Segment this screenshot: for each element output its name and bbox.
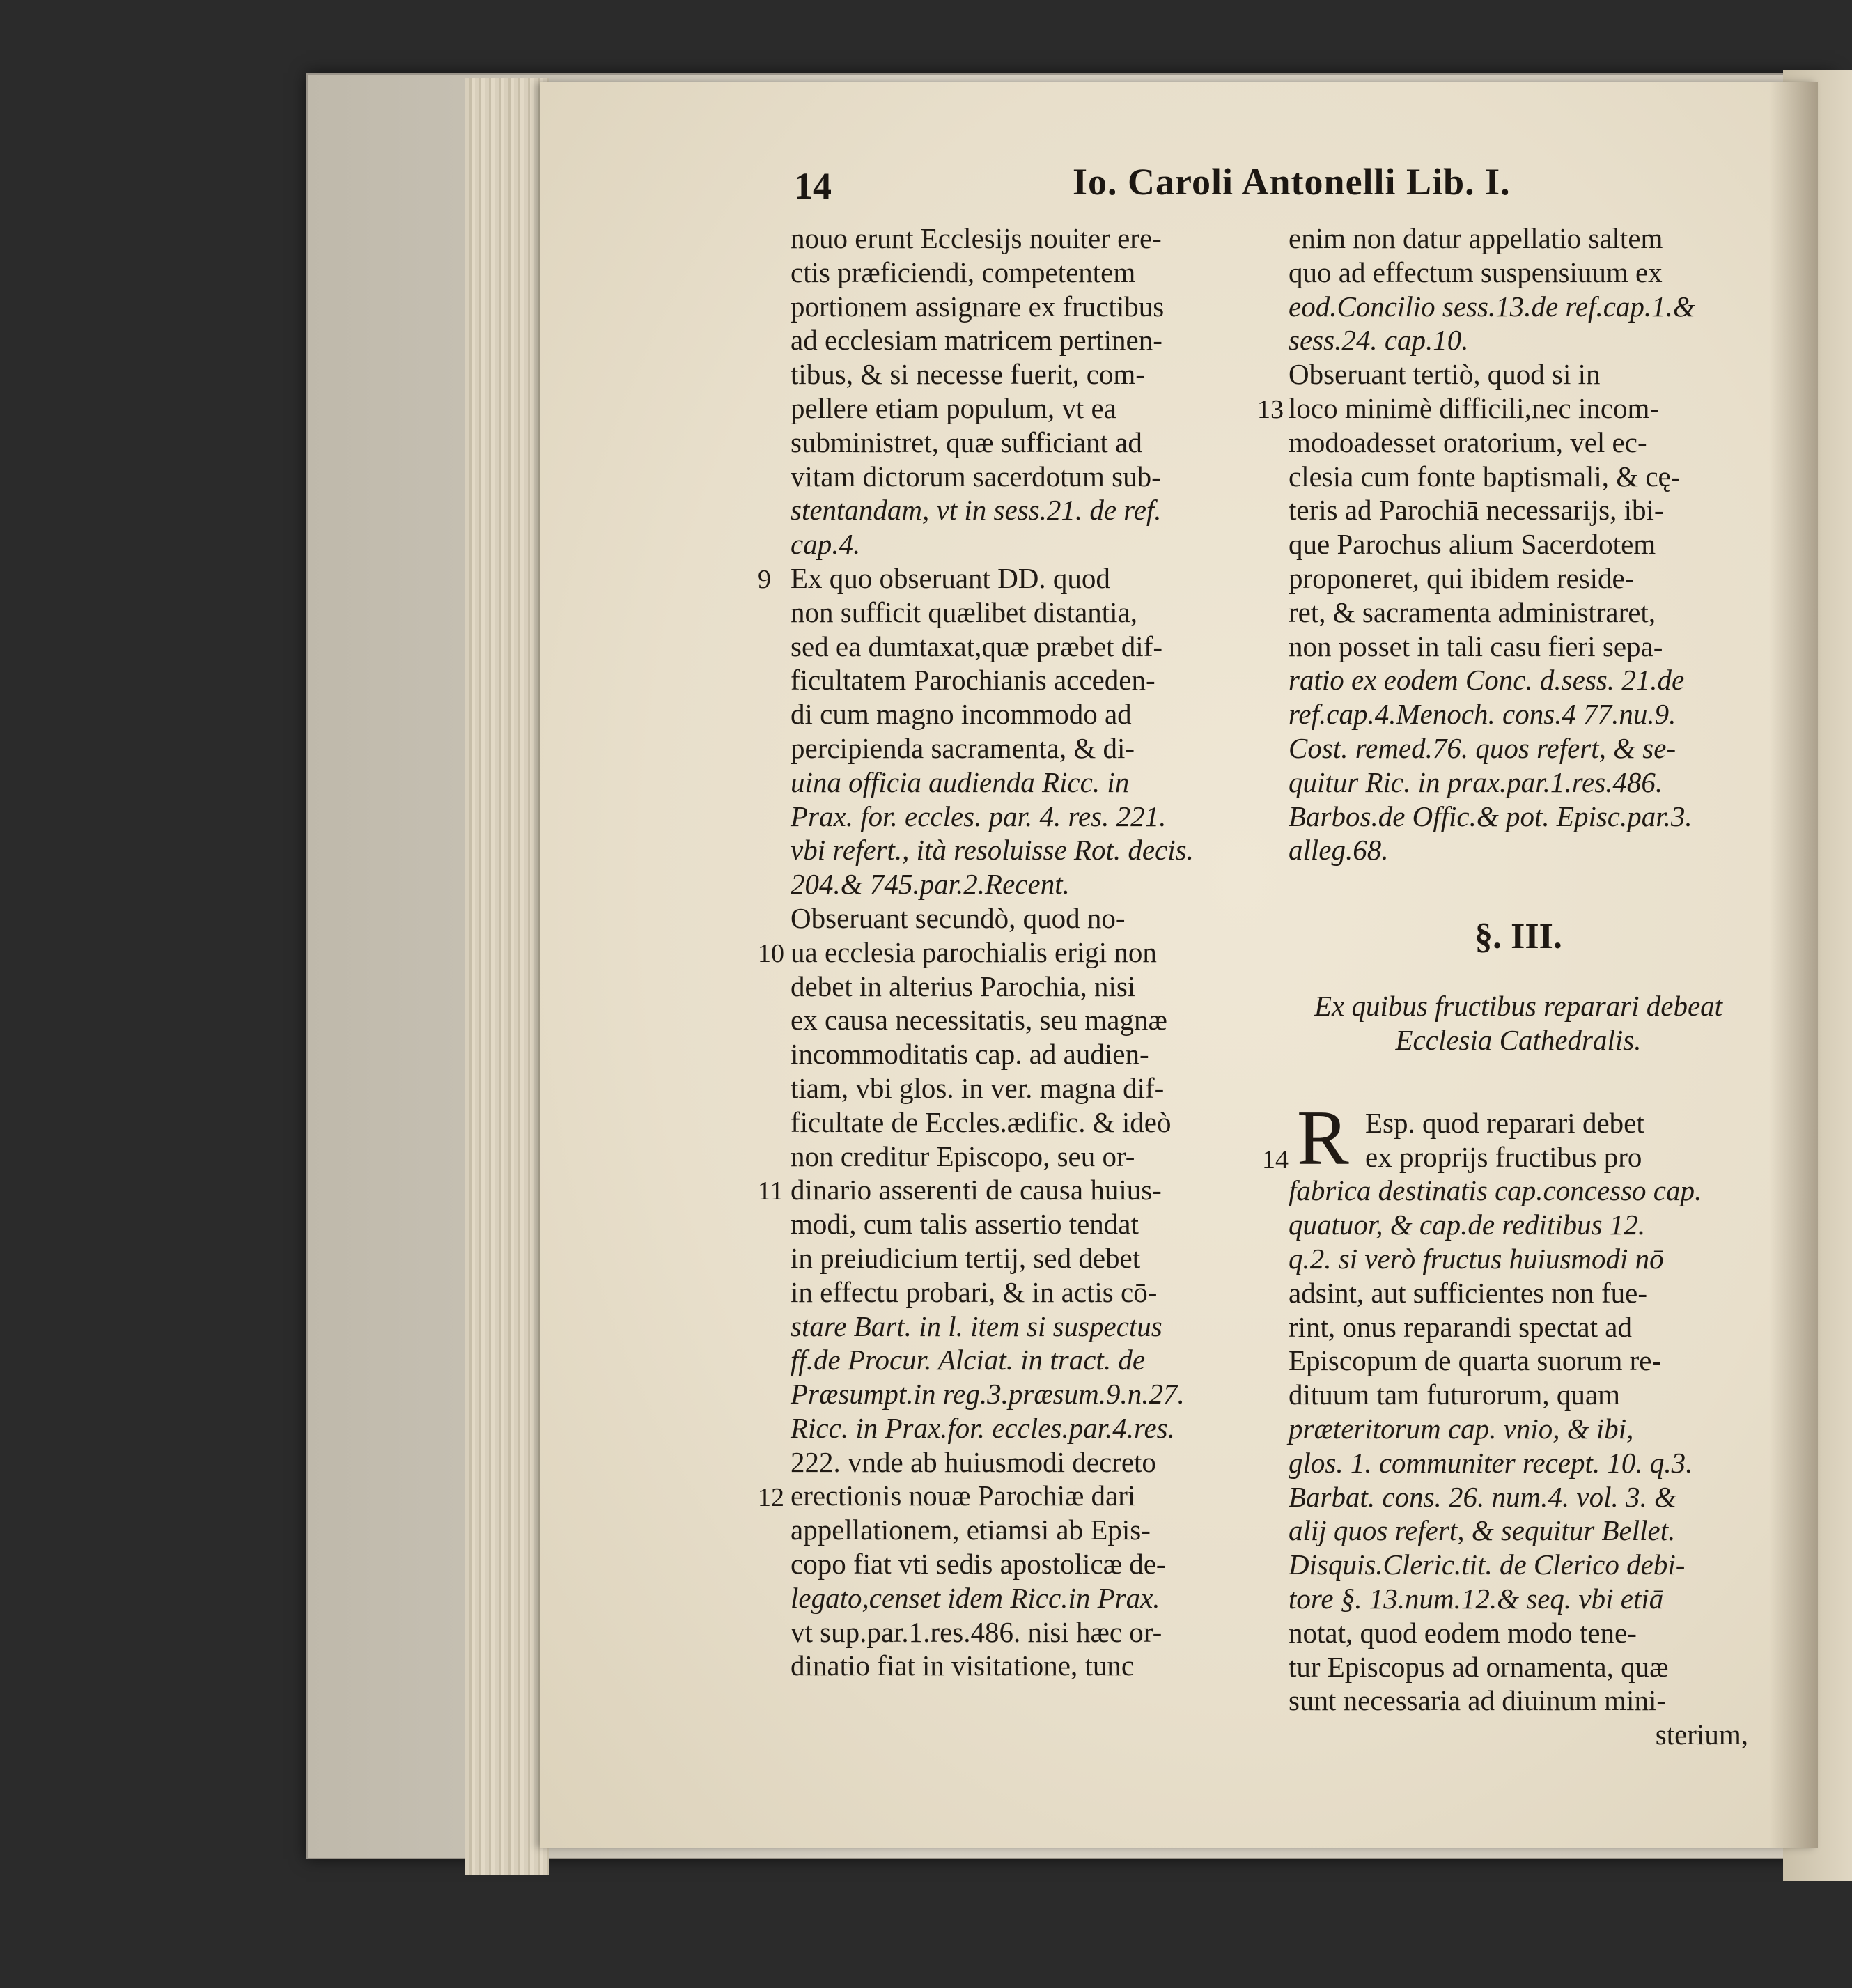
right-text-column-body (1289, 1106, 1748, 1752)
text-line: ex proprijs fructibus pro (1365, 1140, 1642, 1173)
text-line: Disquis.Cleric.tit. de Clerico debi- (1289, 1548, 1686, 1581)
drop-cap: R (1297, 1094, 1349, 1181)
text-line: ficultate de Eccles.ædific. & ideò (791, 1105, 1172, 1138)
text-line: loco minimè difficili,nec incom- (1289, 391, 1660, 424)
text-line: 204.& 745.par.2.Recent. (791, 868, 1070, 901)
text-line: incommoditatis cap. ad audien- (791, 1038, 1149, 1071)
text-line: appellationem, etiamsi ab Epis- (791, 1514, 1151, 1546)
text-line: stentandam, vt in sess.21. de ref. (791, 494, 1162, 527)
text-line: eod.Concilio sess.13.de ref.cap.1.& (1289, 290, 1695, 323)
text-line: Cost. remed.76. quos refert, & se- (1289, 731, 1676, 764)
text-line: Barbat. cons. 26. num.4. vol. 3. & (1289, 1480, 1676, 1513)
margin-number: 12 (758, 1482, 784, 1512)
text-line: ad ecclesiam matricem pertinen- (791, 324, 1162, 357)
text-line: di cum magno incommodo ad (791, 698, 1132, 731)
text-line: alleg.68. (1289, 834, 1389, 867)
text-line: sed ea dumtaxat,quæ præbet dif- (791, 630, 1163, 662)
text-line: ficultatem Parochianis acceden- (791, 664, 1155, 697)
text-line: ex causa necessitatis, seu magnæ (791, 1004, 1167, 1036)
text-line: ratio ex eodem Conc. d.sess. 21.de (1289, 664, 1685, 697)
text-line: tur Episcopus ad ornamenta, quæ (1289, 1650, 1669, 1683)
text-line: in effectu probari, & in actis cō- (791, 1275, 1158, 1308)
text-line: Esp. quod reparari debet (1365, 1106, 1644, 1139)
text-line: Barbos.de Offic.& pot. Episc.par.3. (1289, 800, 1693, 832)
section-title-line: Ex quibus fructibus reparari debeat (1314, 990, 1723, 1023)
margin-number: 9 (758, 565, 771, 594)
page-stack-edge (465, 78, 549, 1875)
text-line: erectionis nouæ Parochiæ dari (791, 1480, 1136, 1512)
text-line: vt sup.par.1.res.486. nisi hæc or- (791, 1615, 1162, 1648)
text-line: adsint, aut sufficientes non fue- (1289, 1276, 1648, 1309)
text-line: sess.24. cap.10. (1289, 324, 1469, 357)
text-line: ff.de Procur. Alciat. in tract. de (791, 1344, 1146, 1376)
text-line: enim non datur appellatio saltem (1289, 222, 1663, 254)
text-line: dituum tam futurorum, quam (1289, 1379, 1620, 1411)
text-line: Prax. for. eccles. par. 4. res. 221. (791, 800, 1167, 832)
text-line: in preiudicium tertij, sed debet (791, 1241, 1141, 1274)
text-line: ctis præficiendi, competentem (791, 256, 1136, 288)
text-line: sterium, (1655, 1718, 1748, 1751)
text-line: glos. 1. communiter recept. 10. q.3. (1289, 1446, 1693, 1479)
text-line: percipienda sacramenta, & di- (791, 731, 1135, 764)
text-line: 222. vnde ab huiusmodi decreto (791, 1445, 1156, 1478)
text-line: præteritorum cap. vnio, & ibi, (1289, 1412, 1634, 1445)
text-line: Præsumpt.in reg.3.præsum.9.n.27. (791, 1378, 1185, 1411)
text-line: tiam, vbi glos. in ver. magna dif- (791, 1071, 1165, 1104)
text-line: fabrica destinatis cap.concesso cap. (1289, 1174, 1702, 1207)
text-line: proponeret, qui ibidem reside- (1289, 561, 1635, 594)
running-head-title: Io. Caroli Antonelli Lib. I. (1073, 161, 1511, 203)
text-line: non creditur Episcopo, seu or- (791, 1140, 1135, 1172)
text-line: stare Bart. in l. item si suspectus (791, 1310, 1162, 1342)
text-line: copo fiat vti sedis apostolicæ de- (791, 1548, 1166, 1581)
text-line: subministret, quæ sufficiant ad (791, 426, 1142, 458)
text-line: notat, quod eodem modo tene- (1289, 1616, 1637, 1649)
margin-number: 11 (758, 1177, 784, 1206)
text-line: tore §. 13.num.12.& seq. vbi etiā (1289, 1582, 1664, 1615)
page-gutter-shadow (1769, 82, 1818, 1848)
text-line: que Parochus alium Sacerdotem (1289, 528, 1656, 561)
text-line: Ex quo obseruant DD. quod (791, 561, 1110, 594)
text-line: nouo erunt Ecclesijs nouiter ere- (791, 222, 1162, 254)
text-line: vbi refert., ità resoluisse Rot. decis. (791, 834, 1194, 867)
text-line: Obseruant secundò, quod no- (791, 901, 1126, 934)
text-line: dinatio fiat in visitatione, tunc (791, 1649, 1135, 1682)
text-line: sunt necessaria ad diuinum mini- (1289, 1684, 1666, 1717)
text-line: ua ecclesia parochialis erigi non (791, 935, 1157, 968)
section-mark: §. III. (1474, 917, 1562, 957)
text-line: pellere etiam populum, vt ea (791, 391, 1116, 424)
text-line: debet in alterius Parochia, nisi (791, 970, 1136, 1002)
text-line: q.2. si verò fructus huiusmodi nō (1289, 1242, 1664, 1275)
text-line: clesia cum fonte baptismali, & cę- (1289, 460, 1681, 492)
text-line: modi, cum talis assertio tendat (791, 1208, 1139, 1241)
text-line: ref.cap.4.Menoch. cons.4 77.nu.9. (1289, 698, 1676, 731)
left-text-column (791, 222, 1247, 1683)
text-line: non posset in tali casu fieri sepa- (1289, 630, 1663, 662)
text-line: cap.4. (791, 528, 861, 561)
text-line: tibus, & si necesse fuerit, com- (791, 358, 1145, 391)
text-line: quitur Ric. in prax.par.1.res.486. (1289, 766, 1663, 798)
margin-number: 13 (1257, 395, 1284, 424)
text-line: ret, & sacramenta administraret, (1289, 596, 1656, 628)
text-line: non sufficit quælibet distantia, (791, 596, 1138, 628)
text-line: quo ad effectum suspensiuum ex (1289, 256, 1663, 288)
text-line: uina officia audienda Ricc. in (791, 766, 1130, 798)
right-text-column-top (1289, 222, 1748, 867)
margin-number: 10 (758, 938, 784, 968)
text-line: rint, onus reparandi spectat ad (1289, 1310, 1632, 1343)
text-line: legato,censet idem Ricc.in Prax. (791, 1581, 1160, 1614)
margin-number: 14 (1262, 1144, 1289, 1174)
page-number: 14 (794, 165, 832, 207)
text-line: alij quos refert, & sequitur Bellet. (1289, 1514, 1676, 1547)
text-line: Obseruant tertiò, quod si in (1289, 358, 1601, 391)
text-line: dinario asserenti de causa huius- (791, 1174, 1162, 1206)
text-line: Ricc. in Prax.for. eccles.par.4.res. (791, 1411, 1175, 1444)
text-line: modoadesset oratorium, vel ec- (1289, 426, 1647, 458)
text-line: quatuor, & cap.de reditibus 12. (1289, 1209, 1646, 1241)
section-title-line: Ecclesia Cathedralis. (1395, 1024, 1642, 1056)
text-line: teris ad Parochiā necessarijs, ibi- (1289, 494, 1664, 527)
text-line: portionem assignare ex fructibus (791, 290, 1165, 323)
text-line: Episcopum de quarta suorum re- (1289, 1344, 1662, 1377)
text-line: vitam dictorum sacerdotum sub- (791, 460, 1161, 492)
